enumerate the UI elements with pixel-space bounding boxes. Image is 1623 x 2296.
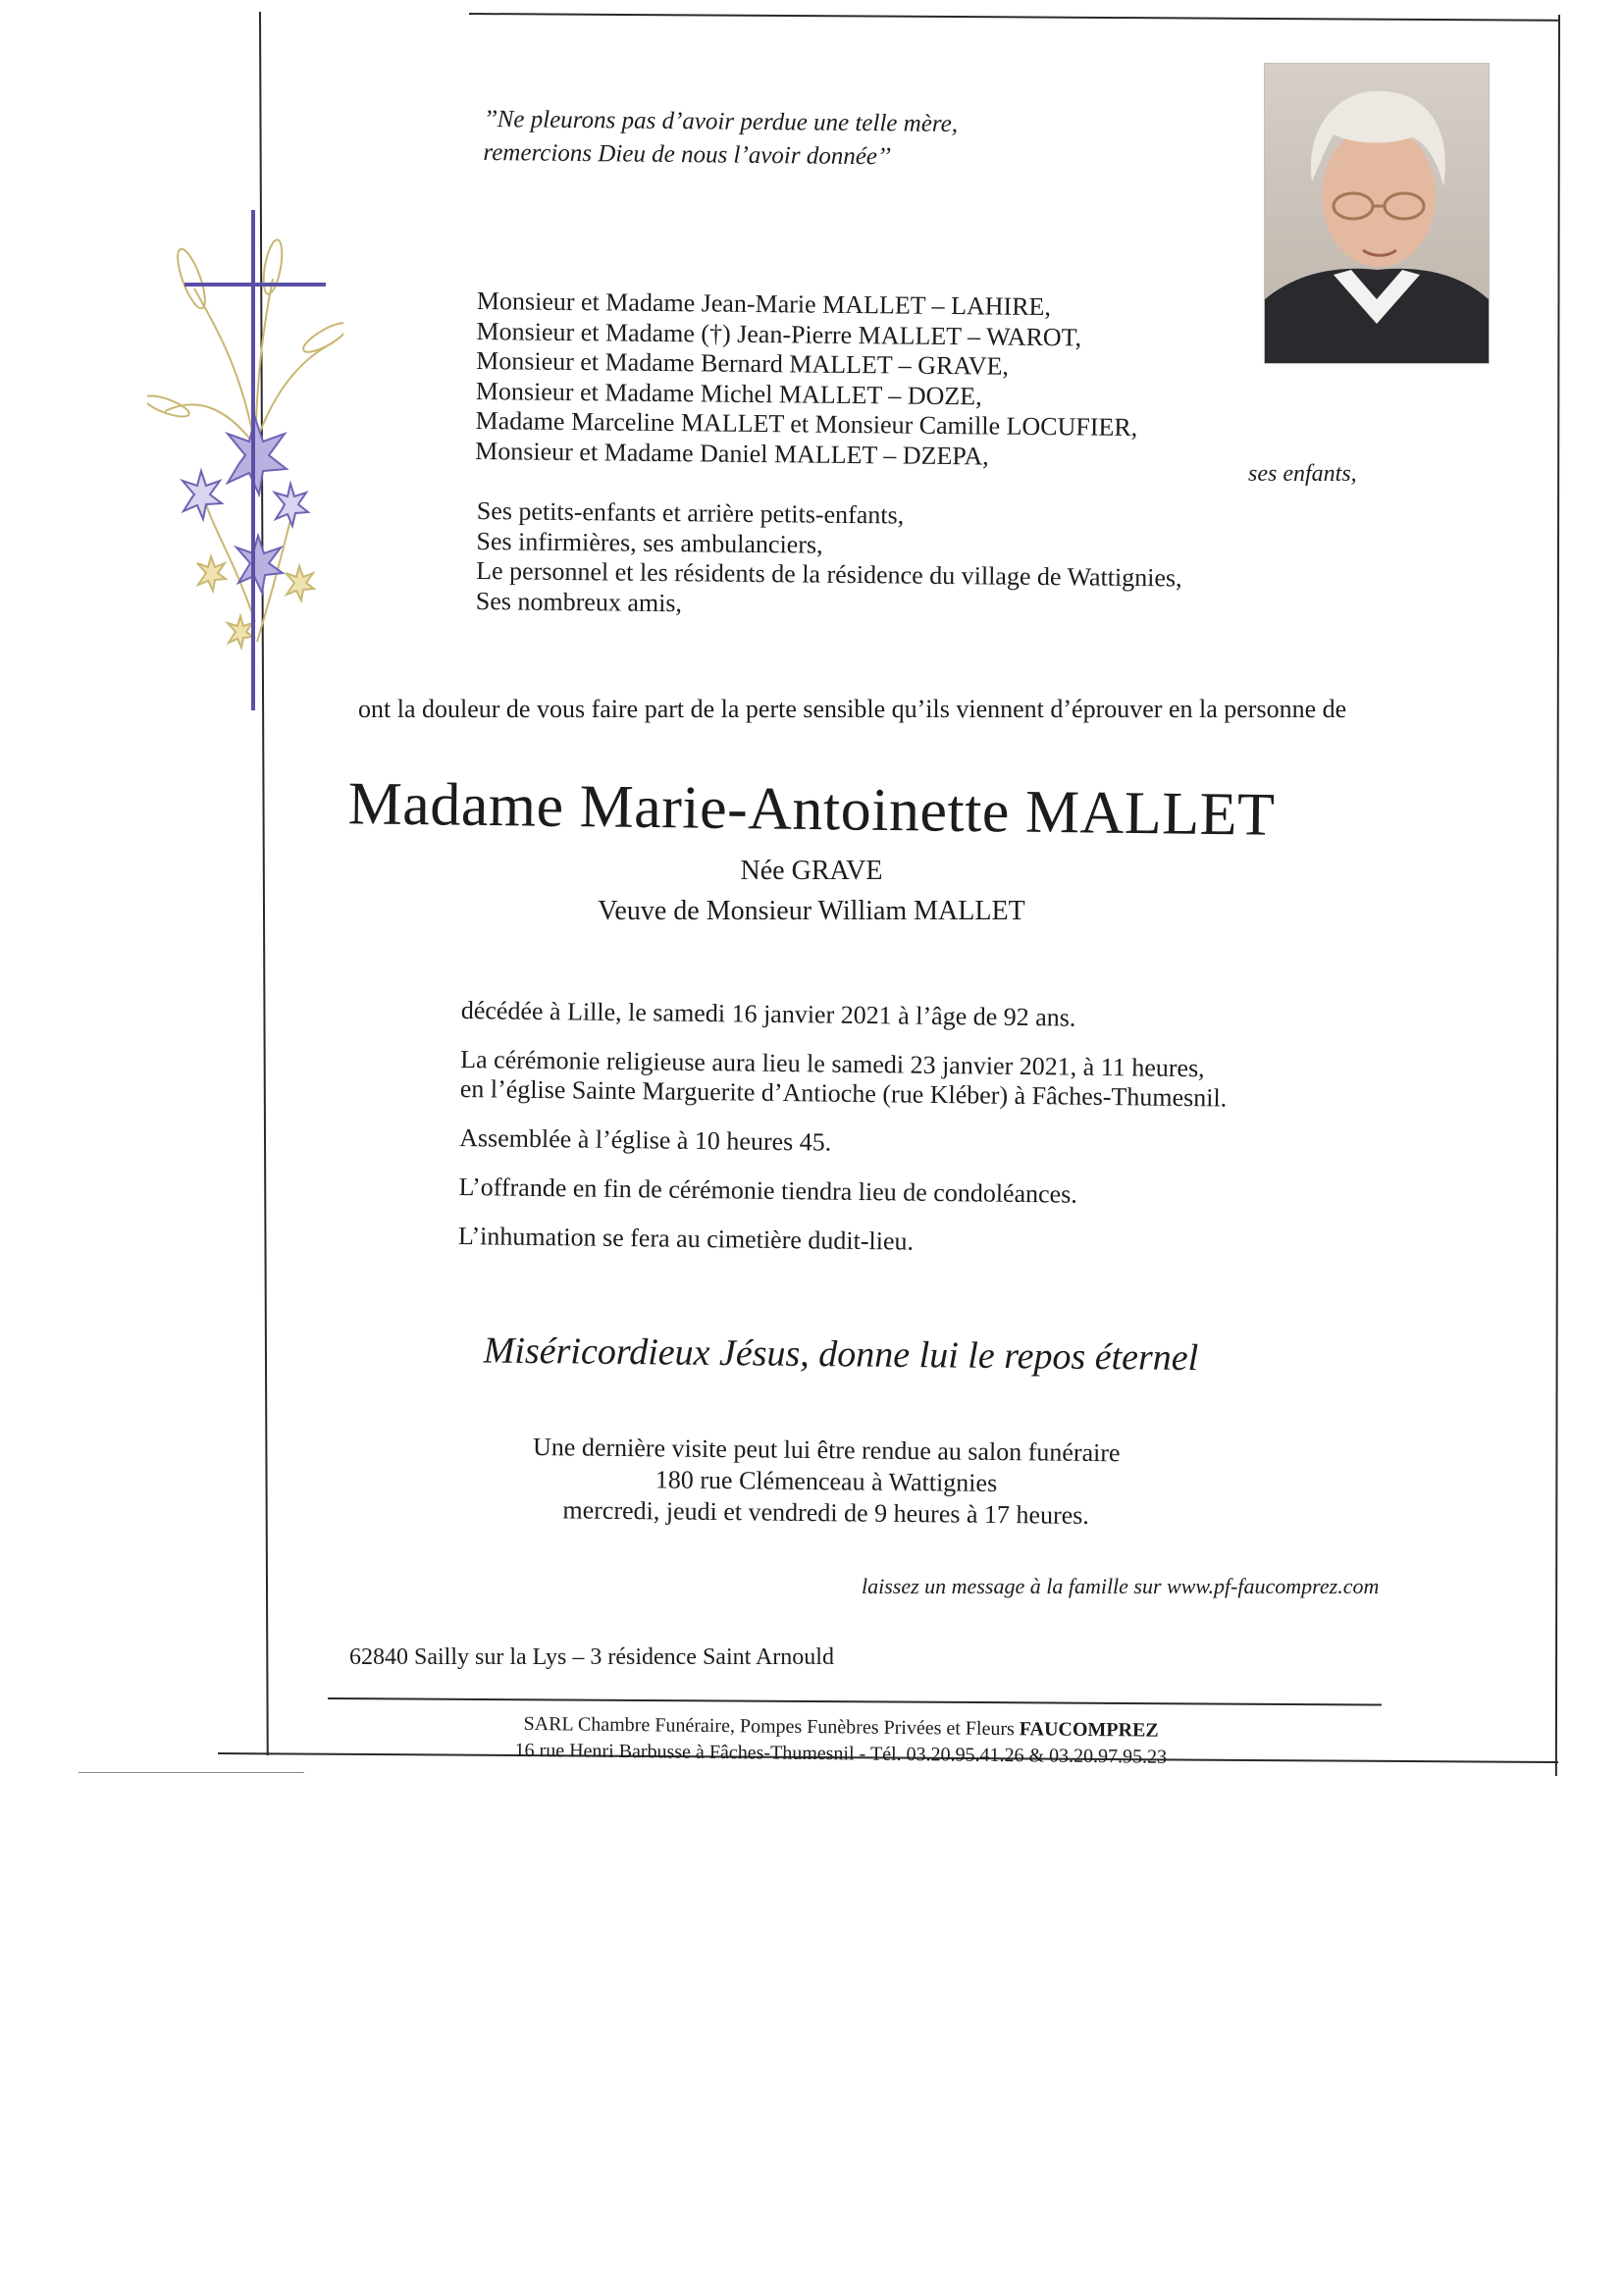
last-visit-info — [0, 1426, 1623, 1537]
visit-line-3: mercredi, jeudi et vendredi de 9 heures à 17 heures. — [562, 1495, 1089, 1530]
maiden-name: Née GRAVE — [740, 856, 883, 886]
announcement-intro: ont la douleur de vous faire part de la perte sensible qu’ils viennent d’éprouver en la personne de — [358, 695, 1347, 723]
children-list — [475, 287, 1139, 473]
ceremony-line-2: en l’église Sainte Marguerite d’Antioche (rue Kléber) à Fâches-Thumesnil. — [459, 1073, 1228, 1113]
company-name: FAUCOMPREZ — [1019, 1718, 1159, 1742]
mourner-entry: Le personnel et les résidents de la résidence du village de Wattignies, — [476, 555, 1182, 593]
visit-line-1: Une dernière visite peut lui être rendue au salon funéraire — [532, 1433, 1121, 1468]
prayer-line: Miséricordieux Jésus, donne lui le repos éternel — [483, 1330, 1199, 1380]
portrait-image — [1265, 64, 1489, 363]
ceremony-line-1: La cérémonie religieuse aura lieu le samedi 23 janvier 2021, à 11 heures, — [460, 1044, 1205, 1083]
company-contact: 16 rue Henri Barbusse à Fâches-Thumesnil - Tél. 03.20.95.41.26 & 03.20.97.95.23 — [514, 1739, 1168, 1768]
child-entry: Monsieur et Madame Bernard MALLET – GRAVE, — [476, 345, 1010, 381]
condolence-message-link[interactable]: laissez un message à la famille sur www.pf-faucomprez.com — [862, 1574, 1380, 1598]
footer-separator — [328, 1697, 1382, 1706]
portrait-photo — [1264, 63, 1490, 364]
family-address: 62840 Sailly sur la Lys – 3 résidence Saint Arnould — [349, 1644, 834, 1670]
death-notice: décédée à Lille, le samedi 16 janvier 2021 à l’âge de 92 ans. — [460, 996, 1076, 1032]
offering-info: L’offrande en fin de cérémonie tiendra lieu de condoléances. — [458, 1172, 1077, 1209]
quote-line-2: remercions Dieu de nous l’avoir donnée’’ — [483, 138, 891, 171]
opening-quote — [483, 103, 958, 175]
visit-line-2: 180 rue Clémenceau à Wattignies — [654, 1465, 998, 1497]
child-entry: Monsieur et Madame (†) Jean-Pierre MALLET – WAROT, — [476, 316, 1082, 351]
child-entry: Monsieur et Madame Daniel MALLET – DZEPA, — [475, 436, 989, 470]
cross-icon — [184, 210, 326, 710]
child-entry: Monsieur et Madame Jean-Marie MALLET – LAHIRE, — [476, 287, 1052, 322]
funeral-details — [458, 996, 1229, 1280]
quote-line-1: ’’Ne pleurons pas d’avoir perdue une telle mère, — [483, 105, 959, 138]
relation-label: ses enfants, — [1248, 461, 1357, 487]
mourner-entry: Ses nombreux amis, — [475, 586, 683, 617]
mourner-entry: Ses petits-enfants et arrière petits-enfants, — [476, 496, 905, 530]
flower-cluster — [183, 418, 314, 648]
mourner-entry: Ses infirmières, ses ambulanciers, — [476, 526, 823, 559]
widow-of: Veuve de Monsieur William MALLET — [598, 896, 1025, 926]
company-prefix: SARL Chambre Funéraire, Pompes Funèbres Privées et Fleurs — [523, 1712, 1020, 1741]
child-entry: Monsieur et Madame Michel MALLET – DOZE, — [475, 376, 982, 410]
frame-top-line — [469, 13, 1558, 22]
ceremony-info — [460, 1045, 1228, 1114]
funeral-home-footer — [0, 1705, 1623, 1775]
child-entry: Madame Marceline MALLET et Monsieur Camille LOCUFIER, — [475, 405, 1138, 443]
deceased-name: Madame Marie-Antoinette MALLET — [347, 770, 1276, 849]
scan-edge-line — [79, 1772, 304, 1773]
assembly-info: Assemblée à l’église à 10 heures 45. — [459, 1122, 832, 1157]
cross-wheat-ornament — [147, 210, 343, 720]
other-mourners-list — [476, 496, 1183, 624]
burial-info: L’inhumation se fera au cimetière dudit-lieu. — [457, 1221, 915, 1256]
